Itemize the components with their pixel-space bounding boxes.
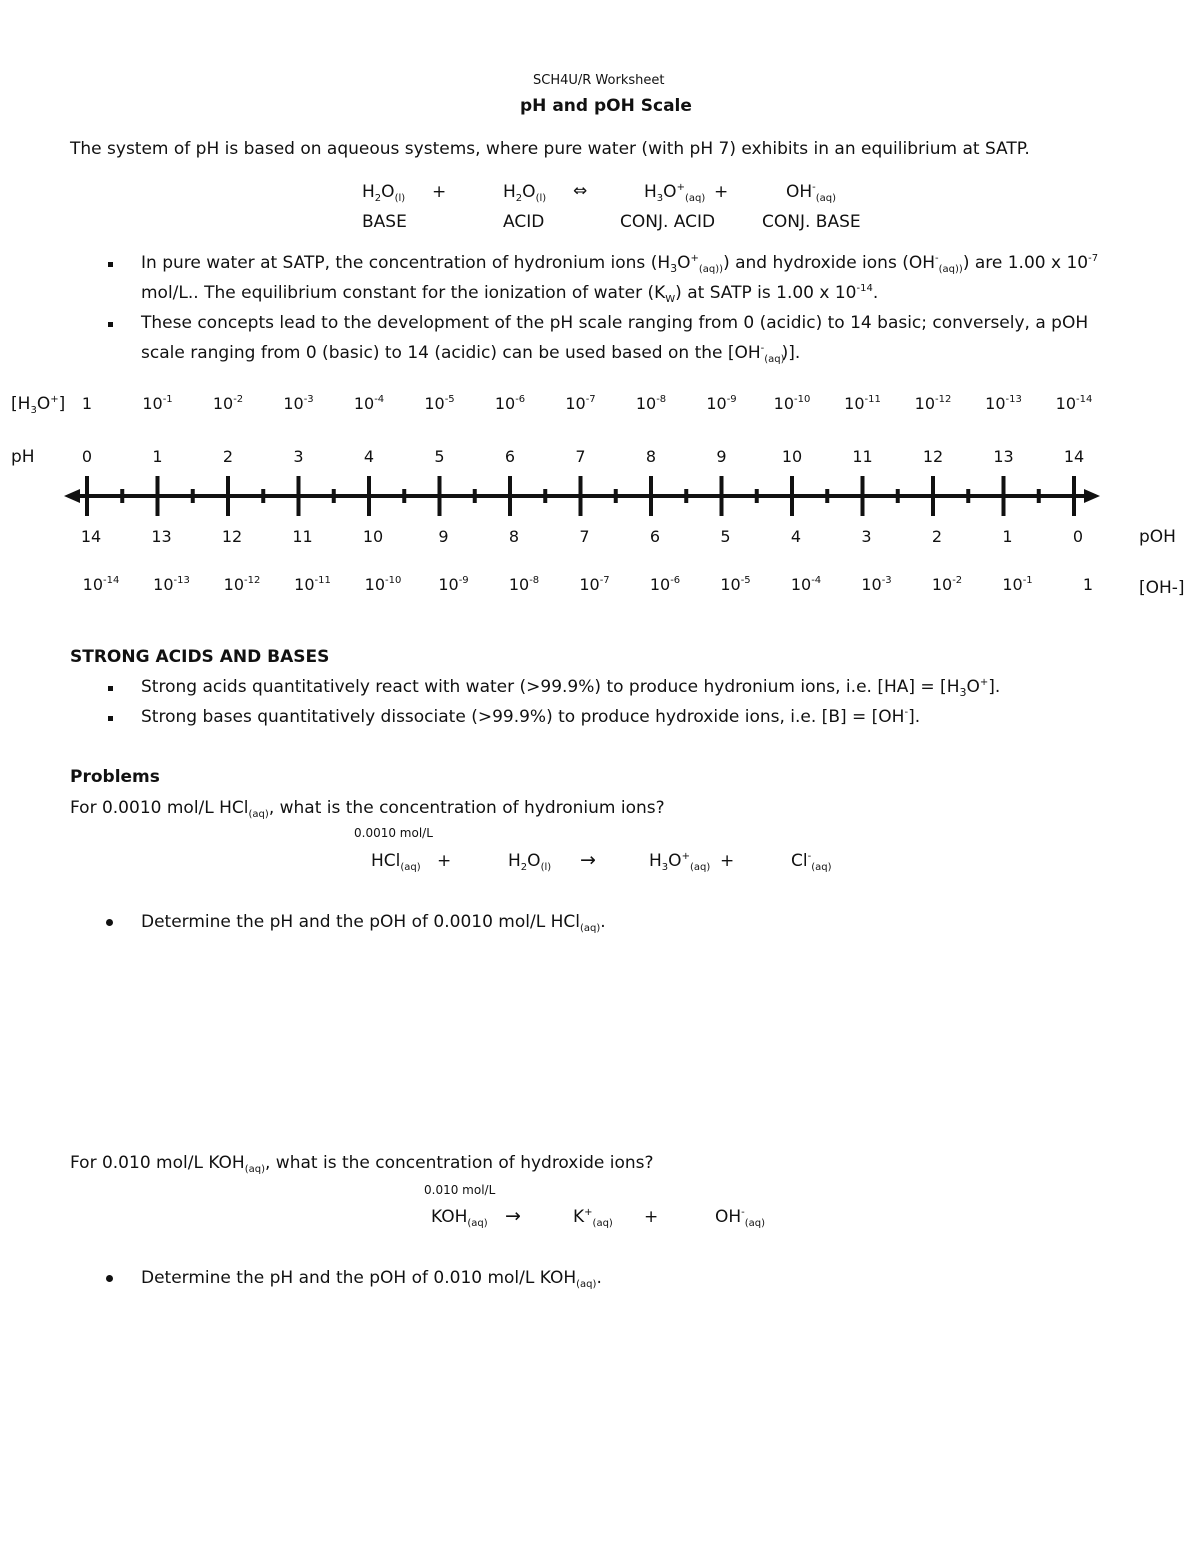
h3o-value: $10^{-11}$ [844, 394, 881, 413]
oh-value: $10^{-14}$ [82, 575, 120, 594]
h3o-value: $10^{-8}$ [635, 394, 667, 413]
h3o-value: $10^{-6}$ [494, 394, 526, 413]
bullet-marker [108, 716, 113, 721]
poh-value: 1 [1002, 527, 1013, 546]
oh-value: $10^{-12}$ [223, 575, 261, 594]
oh-value: $10^{-9}$ [438, 575, 469, 594]
ph-value: 4 [363, 447, 375, 466]
h3o-value: $10^{-12}$ [914, 394, 952, 413]
p1-chloride: $Cl^-_{(aq)}$ [791, 851, 832, 873]
eq-label-conj-acid: CONJ. ACID [620, 212, 716, 232]
bullet-2-line-2: scale ranging from 0 (basic) to 14 (acidic) can be used based on the $[OH^-_{(aq)})$]. [141, 343, 801, 365]
ph-value: 2 [222, 447, 234, 466]
bullet-marker [108, 686, 113, 691]
problem-1-task: Determine the pH and the pOH of 0.0010 mol/L HCl$_{(aq)}$. [141, 912, 606, 934]
h3o-value: $10^{-4}$ [353, 394, 385, 413]
h3o-value: $10^{-2}$ [212, 394, 244, 413]
problem-1-question: For 0.0010 mol/L HCl$_{(aq)}$, what is the concentration of hydronium ions? [70, 798, 665, 820]
h3o-value: $10^{-9}$ [706, 394, 737, 413]
p1-plus-1: + [437, 851, 452, 871]
oh-value: $10^{-13}$ [153, 575, 190, 594]
oh-value: $10^{-8}$ [508, 575, 540, 594]
oh-value: $10^{-3}$ [861, 575, 892, 594]
p2-hydroxide: $OH^-_{(aq)}$ [715, 1207, 766, 1229]
h3o-value: 1 [81, 394, 93, 413]
p2-plus: + [644, 1207, 659, 1227]
p1-plus-2: + [720, 851, 735, 871]
ph-value: 1 [152, 447, 163, 466]
bullet-marker [108, 262, 113, 267]
strong-bases-text: Strong bases quantitatively dissociate (>99.9%) to produce hydroxide ions, i.e. [B] = [OH-]. [141, 707, 921, 727]
poh-value: 9 [438, 527, 449, 546]
p2-potassium: $K^+_{(aq)}$ [573, 1207, 613, 1229]
ph-value: 8 [645, 447, 657, 466]
poh-scale-label: pOH [1139, 527, 1176, 547]
ph-value: 3 [293, 447, 304, 466]
oh-value: $10^{-7}$ [579, 575, 610, 594]
strong-acids-text: Strong acids quantitatively react with water (>99.9%) to produce hydronium ions, i.e. $[HA] = [H_3O^+]$. [141, 677, 1001, 699]
ph-value: 11 [852, 447, 873, 466]
ph-value: 13 [993, 447, 1014, 466]
problems-heading: Problems [70, 767, 160, 787]
ph-value: 5 [434, 447, 445, 466]
oh-value: $10^{-10}$ [364, 575, 402, 594]
ph-scale-label: pH [11, 447, 35, 467]
bullet-marker [106, 1275, 113, 1282]
poh-value: 3 [861, 527, 872, 546]
bullet-1-line-2: mol/L.. The equilibrium constant for the ionization of water $(K_W)$ at SATP is 1.00 x $10^{-14}$. [141, 283, 879, 305]
poh-value: 8 [508, 527, 520, 546]
eq-label-base: BASE [362, 212, 407, 232]
ph-value: 9 [716, 447, 727, 466]
oh-value: $10^{-11}$ [294, 575, 331, 594]
poh-value: 7 [579, 527, 590, 546]
ph-value: 0 [81, 447, 93, 466]
ph-number-line [0, 466, 1200, 526]
eq-plus-2: + [714, 182, 729, 202]
eq-equilibrium-arrow: ⇔ [573, 181, 588, 201]
ph-value: 14 [1063, 447, 1085, 466]
poh-value: 4 [790, 527, 802, 546]
problem-1-concentration: 0.0010 mol/L [354, 826, 433, 840]
oh-scale-label: [OH-] [1139, 578, 1185, 598]
h3o-value: $10^{-7}$ [565, 394, 596, 413]
oh-value: $10^{-5}$ [720, 575, 751, 594]
p1-hcl: HCl$_{(aq)}$ [371, 851, 421, 873]
ph-value: 10 [781, 447, 803, 466]
oh-value: $10^{-4}$ [790, 575, 822, 594]
eq-hydroxide: $OH^-_{(aq)}$ [786, 182, 837, 204]
h3o-value: $10^{-13}$ [985, 394, 1022, 413]
eq-plus-1: + [432, 182, 447, 202]
h3o-value: $10^{-3}$ [283, 394, 314, 413]
poh-value: 0 [1072, 527, 1084, 546]
oh-value: 1 [1082, 575, 1094, 594]
p1-hydronium: $H_3O^+_{(aq)}$ [649, 851, 711, 873]
h3o-scale-label: $[H_3O^+]$ [11, 394, 66, 416]
eq-hydronium: $H_3O^+_{(aq)}$ [644, 182, 706, 204]
problem-2-task: Determine the pH and the pOH of 0.010 mol/L $KOH_{(aq)}$. [141, 1268, 602, 1290]
p2-arrow: → [505, 1205, 521, 1227]
bullet-marker [108, 322, 113, 327]
oh-value: $10^{-1}$ [1002, 575, 1033, 594]
bullet-2-line-1: These concepts lead to the development of the pH scale ranging from 0 (acidic) to 14 basic; conversely, a pOH [141, 313, 1089, 333]
h3o-value: $10^{-5}$ [424, 394, 455, 413]
poh-value: 10 [362, 527, 384, 546]
ph-value: 12 [922, 447, 944, 466]
poh-value: 5 [720, 527, 731, 546]
poh-value: 14 [80, 527, 102, 546]
h3o-value: $10^{-14}$ [1055, 394, 1093, 413]
ph-value: 7 [575, 447, 586, 466]
poh-value: 11 [292, 527, 313, 546]
poh-value: 2 [931, 527, 943, 546]
strong-heading: STRONG ACIDS AND BASES [70, 647, 330, 667]
poh-value: 6 [649, 527, 661, 546]
course-code: SCH4U/R Worksheet [533, 73, 665, 88]
poh-value: 12 [221, 527, 243, 546]
problem-2-question: For 0.010 mol/L $KOH_{(aq)}$, what is the concentration of hydroxide ions? [70, 1153, 654, 1175]
ph-value: 6 [504, 447, 516, 466]
oh-value: $10^{-2}$ [931, 575, 963, 594]
problem-2-concentration: 0.010 mol/L [424, 1183, 496, 1197]
p1-h2o: $H_2O_{(l)}$ [508, 851, 552, 873]
p1-arrow: → [580, 849, 596, 871]
bullet-1-line-1: In pure water at SATP, the concentration of hydronium ions $(H_3O^+_{(aq))})$ and hydroxide ions $(OH^-_{(aq))})$ are 1.00 x $10^{-7}$ [141, 253, 1099, 275]
eq-base-h2o: $H_2O_{(l)}$ [362, 182, 406, 204]
eq-label-conj-base: CONJ. BASE [762, 212, 861, 232]
eq-label-acid: ACID [503, 212, 545, 232]
h3o-value: $10^{-10}$ [773, 394, 811, 413]
page-title: pH and pOH Scale [520, 96, 692, 116]
bullet-marker [106, 919, 113, 926]
intro-text: The system of pH is based on aqueous systems, where pure water (with pH 7) exhibits in an equilibrium at SATP. [70, 139, 1030, 159]
poh-value: 13 [151, 527, 172, 546]
p2-koh: $KOH_{(aq)}$ [431, 1207, 488, 1229]
oh-value: $10^{-6}$ [649, 575, 681, 594]
h3o-value: $10^{-1}$ [142, 394, 173, 413]
eq-acid-h2o: $H_2O_{(l)}$ [503, 182, 547, 204]
